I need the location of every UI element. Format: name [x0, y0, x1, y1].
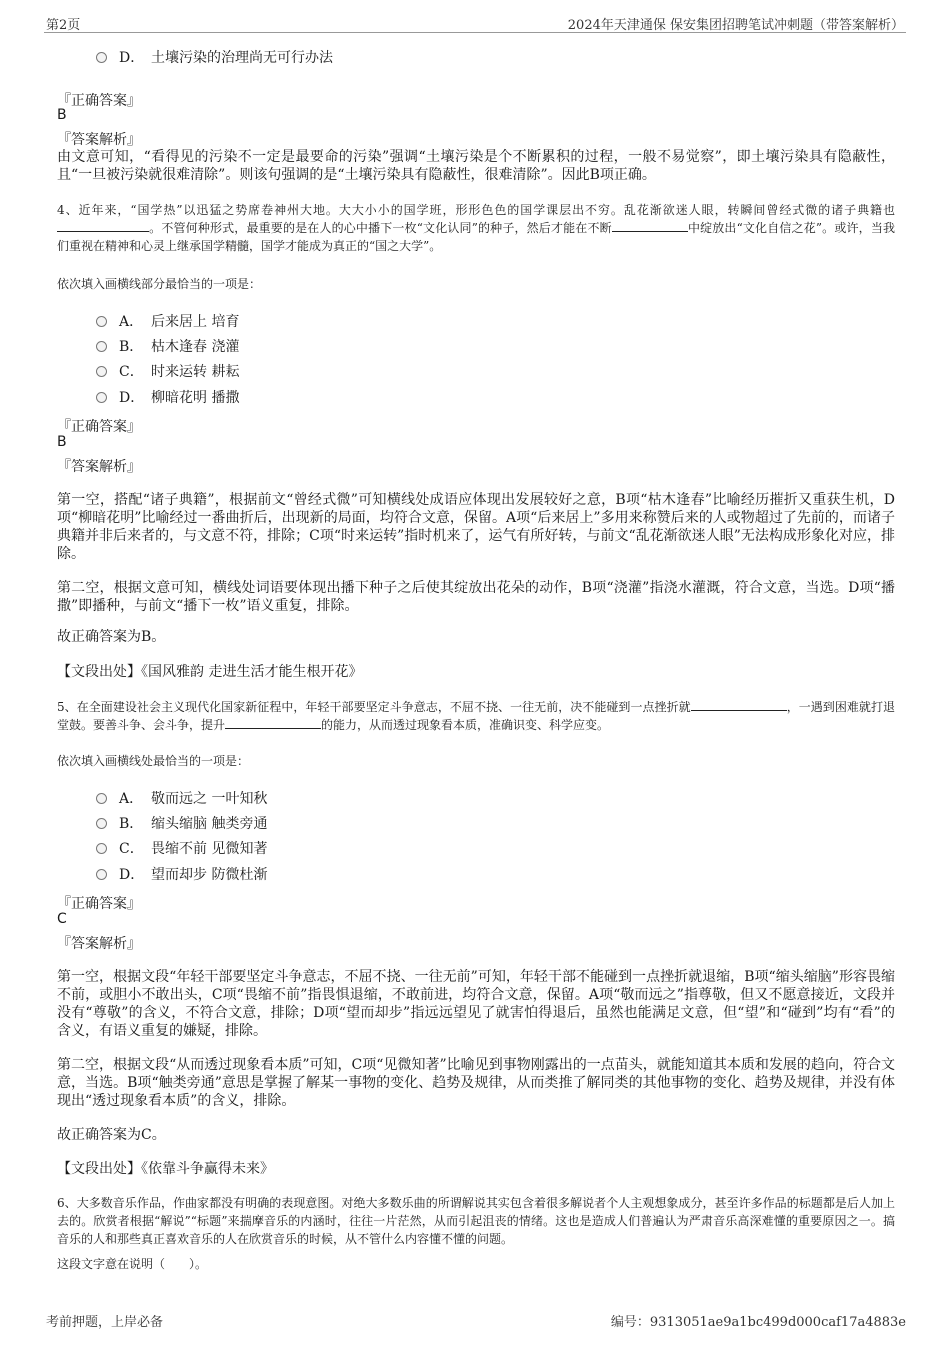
- blank-2: [225, 716, 321, 729]
- q4-prompt: 依次填入画横线部分最恰当的一项是：: [57, 277, 262, 291]
- radio-icon[interactable]: [96, 52, 107, 63]
- q3-option-d[interactable]: D． 土壤污染的治理尚无可行办法: [96, 47, 333, 67]
- radio-icon[interactable]: [96, 843, 107, 854]
- q5-analysis-p2: 第二空，根据文段“从而透过现象看本质”可知，C项“见微知著”比喻见到事物刚露出的一点苗头，就能知道其本质和发展的趋向，符合文意，当选。B项“触类旁通”意思是掌握了解某一事物的变化、趋势及规律，从而类推了解同类的其他事物的变化、趋势及规律，并没有体现出“透过现象看本质”的含义，排除。: [57, 1057, 895, 1109]
- radio-icon[interactable]: [96, 366, 107, 377]
- q3-analysis-label: 『答案解析』: [57, 132, 141, 148]
- q5-option-b[interactable]: B． 缩头缩脑 触类旁通: [96, 813, 267, 833]
- q4-stem: 4、近年来，“国学热”以迅猛之势席卷神州大地。大大小小的国学班，形形色色的国学课层出不穷。乱花渐欲迷人眼，转瞬间曾经式微的诸子典籍也。不管何种形式，最重要的是在人的心中播下一枚“文化认同”的种子，然后才能在不断 中绽放出“文化自信之花”。或许，当我们重视在精神和心灵上继承国学精髓，国学才能成为真正的“国之大学”。: [57, 203, 895, 253]
- q5-answer-label: 『正确答案』: [57, 896, 141, 912]
- q5-analysis-label: 『答案解析』: [57, 936, 141, 952]
- blank-1: [691, 698, 787, 711]
- radio-icon[interactable]: [96, 392, 107, 403]
- document-id: 编号：9313051ae9a1bc499d000caf17a4883e: [610, 1315, 906, 1330]
- q4-analysis-p2: 第二空，根据文意可知，横线处词语要体现出播下种子之后使其绽放出花朵的动作，B项“浇灌”指浇水灌溉，符合文意，当选。D项“播撒”即播种，与前文“播下一枚”语义重复，排除。: [57, 580, 895, 614]
- q6-stem: 6、大多数音乐作品，作曲家都没有明确的表现意图。对绝大多数乐曲的所谓解说其实包含着很多解说者个人主观想象成分，甚至许多作品的标题都是后人加上去的。欣赏者根据“解说”“标题”来揣摩音乐的内涵时，往往一片茫然，从而引起沮丧的情绪。这也是造成人们普遍认为严肃音乐高深难懂的重要原因之一。搞音乐的人和那些真正喜欢音乐的人在欣赏音乐的时候，从不管什么内容懂不懂的问题。: [57, 1196, 895, 1246]
- radio-icon[interactable]: [96, 793, 107, 804]
- radio-icon[interactable]: [96, 818, 107, 829]
- radio-icon[interactable]: [96, 869, 107, 880]
- q5-option-d[interactable]: D． 望而却步 防微杜渐: [96, 864, 267, 884]
- q5-option-c[interactable]: C． 畏缩不前 见微知著: [96, 838, 267, 858]
- q4-analysis-p1: 第一空，搭配“诸子典籍”，根据前文“曾经式微”可知横线处成语应体现出发展较好之意，B项“枯木逢春”比喻经历摧折又重获生机，D项“柳暗花明”比喻经过一番曲折后，出现新的局面，均符合文意，保留。A项“后来居上”多用来称赞后来的人或物超过了先前的，而诸子典籍并非后来者的，与文意不符，排除；C项“时来运转”指时机来了，运气有所好转，与前文“乱花渐欲迷人眼”无法构成形象化对应，排除。: [57, 492, 895, 562]
- q4-option-b[interactable]: B． 枯木逢春 浇灌: [96, 336, 239, 356]
- blank-2: [612, 219, 688, 232]
- q4-answer-label: 『正确答案』: [57, 419, 141, 435]
- q4-option-c[interactable]: C． 时来运转 耕耘: [96, 361, 239, 381]
- q4-conclusion: 故正确答案为B。: [57, 629, 166, 645]
- q5-source: 【文段出处】《依靠斗争赢得未来》: [57, 1161, 274, 1177]
- q3-answer: B: [57, 107, 67, 123]
- page-number: 第2页: [46, 18, 81, 33]
- q3-analysis: 由文意可知，“看得见的污染不一定是最要命的污染”强调“土壤污染是个不断累积的过程，一般不易觉察”，即土壤污染具有隐蔽性，且“一旦被污染就很难清除”。则该句强调的是“土壤污染具有隐蔽性，很难清除”。因此B项正确。: [57, 149, 895, 183]
- footer-slogan: 考前押题，上岸必备: [46, 1315, 164, 1330]
- q4-option-a[interactable]: A． 后来居上 培育: [96, 311, 239, 331]
- q5-stem: 5、在全面建设社会主义现代化国家新征程中，年轻干部要坚定斗争意志，不屈不挠、一往无前，决不能碰到一点挫折就 ，一遇到困难就打退堂鼓。要善斗争、会斗争，提升 的能力，从而透过现象看本质，准确识变、科学应变。: [57, 700, 895, 732]
- q4-source: 【文段出处】《国风雅韵 走进生活才能生根开花》: [57, 664, 363, 680]
- blank-1: [57, 219, 149, 232]
- radio-icon[interactable]: [96, 341, 107, 352]
- page-header: [44, 10, 906, 33]
- q5-prompt: 依次填入画横线处最恰当的一项是：: [57, 754, 250, 768]
- q5-option-a[interactable]: A． 敬而远之 一叶知秋: [96, 788, 267, 808]
- q3-answer-label: 『正确答案』: [57, 93, 141, 109]
- q4-analysis-label: 『答案解析』: [57, 459, 141, 475]
- document-title: 2024年天津通保 保安集团招聘笔试冲刺题（带答案解析）: [567, 18, 904, 33]
- q5-analysis-p1: 第一空，根据文段“年轻干部要坚定斗争意志，不屈不挠、一往无前”可知，年轻干部不能碰到一点挫折就退缩，B项“缩头缩脑”形容畏缩不前，或胆小不敢出头，C项“畏缩不前”指畏惧退缩，不敢前进，均符合文意，保留。A项“敬而远之”指尊敬，但又不愿意接近，文段并没有“尊敬”的含义，不符合文意，排除；D项“望而却步”指远远望见了就害怕得退后，虽然也能满足文意，但“望”和“碰到”均有“看”的含义，有语义重复的嫌疑，排除。: [57, 969, 895, 1039]
- q4-option-d[interactable]: D． 柳暗花明 播撒: [96, 387, 239, 407]
- q4-answer: B: [57, 434, 67, 450]
- radio-icon[interactable]: [96, 316, 107, 327]
- q6-prompt: 这段文字意在说明（ ）。: [57, 1257, 208, 1271]
- q5-answer: C: [57, 911, 67, 927]
- q5-conclusion: 故正确答案为C。: [57, 1127, 166, 1143]
